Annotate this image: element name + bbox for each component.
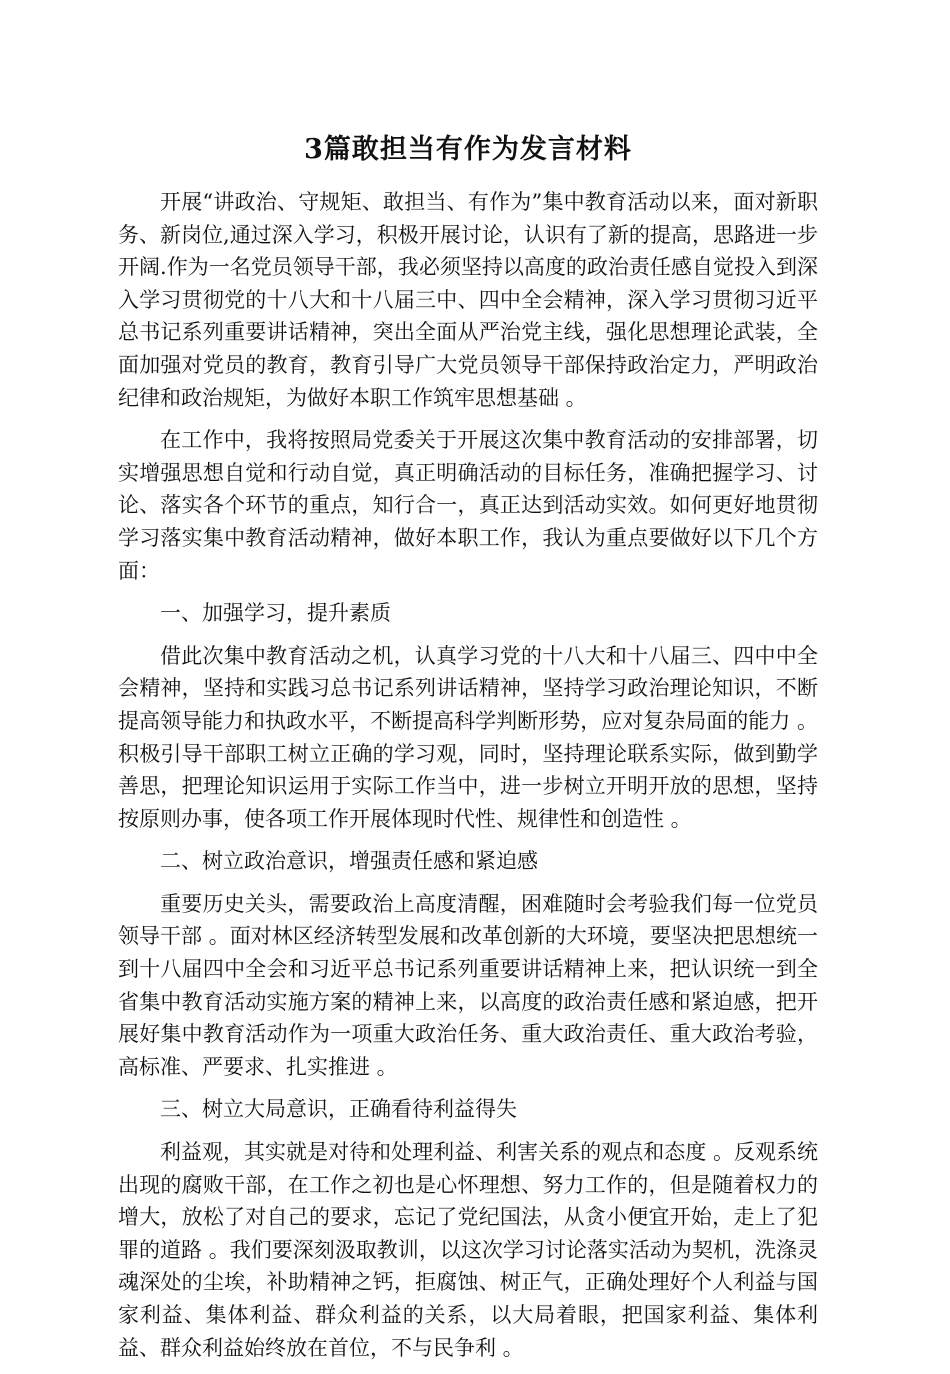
document-title: 3篇敢担当有作为发言材料 [304,134,632,165]
paragraph-section-1: 借此次集中教育活动之机，认真学习党的十八大和十八届三、四中中全会精神，坚持和实践习总书记系列讲话精神，坚持学习政治理论知识，不断提高领导能力和执政水平，不断提高科学判断形势，应对复杂局面的能力 。积极引导干部职工树立正确的学习观，同时，坚持理论联系实际，做到勤学善思，把理论知识运用于实际工作当中，进一步树立开明开放的思想，坚持按原则办事，使各项工作开展体现时代性、规律性和创造性 。 [118,643,818,831]
section-heading-1: 一、加强学习，提升素质 [160,601,391,626]
paragraph-work-plan: 在工作中，我将按照局党委关于开展这次集中教育活动的安排部署，切实增强思想自觉和行动自觉，真正明确活动的目标任务，准确把握学习、讨论、落实各个环节的重点，知行合一，真正达到活动实效。如何更好地贯彻学习落实集中教育活动精神，做好本职工作，我认为重点要做好以下几个方面： [118,428,818,583]
paragraph-intro: 开展“讲政治、守规矩、敢担当、有作为”集中教育活动以来，面对新职务、新岗位,通过深入学习，积极开展讨论，认识有了新的提高，思路进一步开阔.作为一名党员领导干部，我必须坚持以高度的政治责任感自觉投入到深入学习贯彻党的十八大和十八届三中、四中全会精神，深入学习贯彻习近平总书记系列重要讲话精神，突出全面从严治党主线，强化思想理论武装，全面加强对党员的教育，教育引导广大党员领导干部保持政治定力，严明政治纪律和政治规矩，为做好本职工作筑牢思想基础 。 [118,190,818,410]
section-heading-2: 二、树立政治意识，增强责任感和紧迫感 [160,849,538,874]
paragraph-section-2: 重要历史关头，需要政治上高度清醒，困难随时会考验我们每一位党员领导干部 。面对林区经济转型发展和改革创新的大环境，要坚决把思想统一到十八届四中全会和习近平总书记系列重要讲话精神上来，把认识统一到全省集中教育活动实施方案的精神上来，以高度的政治责任感和紧迫感，把开展好集中教育活动作为一项重大政治任务、重大政治责任、重大政治考验，高标准、严要求、扎实推进 。 [118,891,818,1079]
document-page [118,128,818,1374]
section-heading-3: 三、树立大局意识，正确看待利益得失 [160,1097,517,1122]
paragraph-section-3: 利益观，其实就是对待和处理利益、利害关系的观点和态度 。反观系统出现的腐败干部，在工作之初也是心怀理想、努力工作的，但是随着权力的增大，放松了对自己的要求，忘记了党纪国法，从贪小便宜开始，走上了犯罪的道路 。我们要深刻汲取教训，以这次学习讨论落实活动为契机，洗涤灵魂深处的尘埃，补助精神之钙，拒腐蚀、树正气，正确处理好个人利益与国家利益、集体利益、群众利益的关系，以大局着眼，把国家利益、集体利益、群众利益始终放在首位，不与民争利 。 [118,1140,818,1360]
